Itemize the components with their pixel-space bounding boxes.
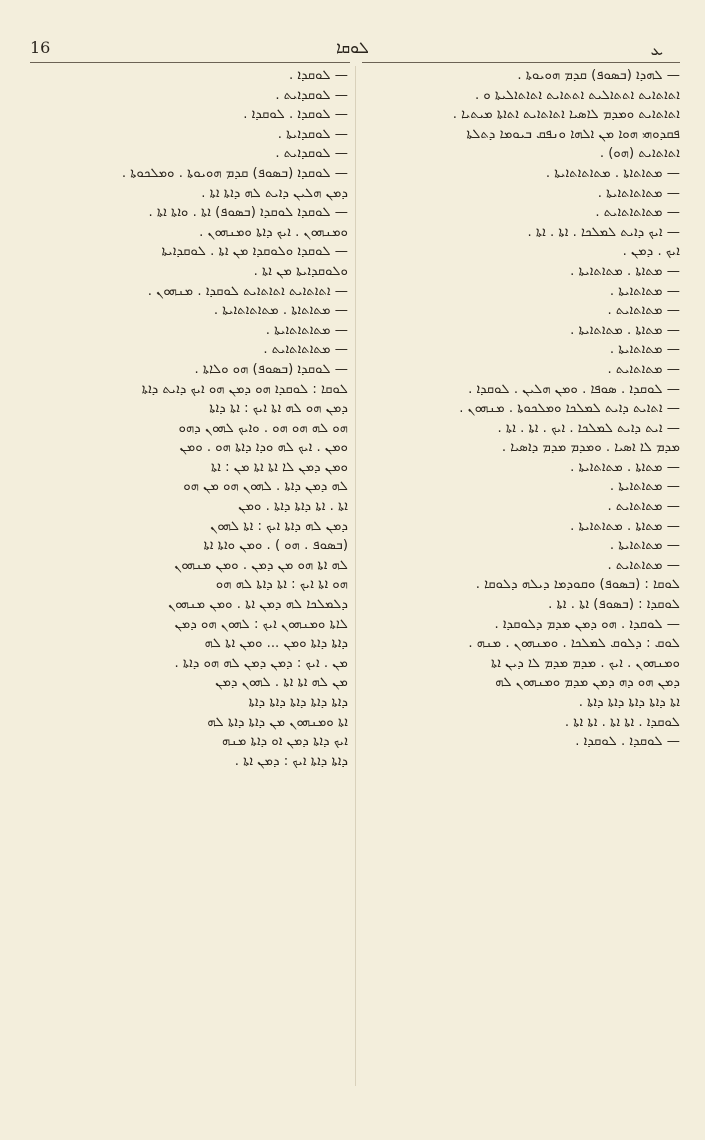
text-line: ܕܠܡܠܟܐ ܠܗ ܕܡܢ ܐܬܐ . ܘܡܢ ܡܢܗܘܢ bbox=[168, 597, 348, 613]
text-line: — ܡܬܐܬܐܬܐܝܬ . bbox=[263, 342, 348, 358]
text-line: — ܐܬܐܬܐܝܬ ܐܬܐܬܐܝܬ ܠܘܩܕܐ . ܡܢܗܘܢ . bbox=[147, 283, 348, 299]
text-line: — ܡܬܐܬܐܝܬ . bbox=[607, 361, 680, 377]
text-line: ܕܐܬܐ ܕܐܬܐ ܕܐܬܐ ܕܐܬܐ ܕܐܬܐ bbox=[248, 695, 348, 710]
text-line: — ܡܬܐܬܐܬܐܝܬܐ . bbox=[597, 185, 680, 201]
text-line: ܗܘ ܠܗ ܗܘ ܗܘ . ܘܐܝܟ ܠܗܘܢ ܕܗܘ bbox=[178, 420, 348, 436]
header-rule-left bbox=[30, 62, 350, 63]
text-line: — ܐܝܟ ܕܐܝܬ ܠܡܠܟܐ . ܐܬܐ . ܐܬܐ . bbox=[527, 224, 680, 240]
text-line: ܐܝܟ ܕܐܬܐ ܕܡܢ ܐܘ ܕܐܬܐ ܡܢܗ bbox=[221, 734, 348, 750]
left-text-column bbox=[30, 66, 348, 771]
text-line: ܘܡܢ . ܐܝܟ ܠܗ ܘܕܐ ܕܐܬܐ ܗܘ . ܘܡܢ bbox=[179, 440, 348, 456]
text-line: ܘܡܢܗܘܢ . ܐܝܟ ܕܐܬܐ ܘܡܢܗܘܢ . bbox=[199, 224, 348, 240]
text-line: ܘܠܘܩܕܐܝܬܐ ܡܢ ܐܬܐ . bbox=[253, 263, 348, 279]
text-line: ܠܘܩ : ܕܠܘܩ ܠܡܠܟܐ . ܘܡܢܗܘܢ . ܡܢܗ . bbox=[468, 636, 680, 652]
right-text-column bbox=[362, 66, 680, 752]
text-line: — ܡܬܐܬܐܝܬ . bbox=[607, 557, 680, 573]
text-line: ܡܕܡ ܠܐ ܐܣܝܐ . ܘܡܕܡ ܡܕܡ ܕܐܣܝܐ . bbox=[501, 440, 680, 456]
text-line: ܕܡܢ ܗܘ ܠܗ ܐܬܐ ܐܝܟ : ܐܬܐ ܕܐܬܐ bbox=[209, 401, 348, 417]
text-line: ܠܗ ܕܡܢ ܕܐܬܐ . ܠܗܘܢ ܗܘ ܡܢ ܗܘ bbox=[183, 479, 348, 495]
text-line: ܕܡܢ ܠܗ ܕܐܬܐ ܐܝܟ : ܐܬܐ ܠܗܘܢ bbox=[210, 518, 348, 534]
text-line: ܕܡܢ ܗܠܝܢ ܕܐܝܬ ܠܗ ܕܐܬܐ ܐܬܐ . bbox=[201, 185, 348, 201]
text-line: — ܠܘܩܕܐܝܬܐ . bbox=[277, 126, 348, 142]
text-line: (ܒܣܘܦ . ܗܘ ) . ܘܡܢ ܘܐܬܐ ܐܬܐ bbox=[203, 538, 348, 554]
text-line: ܠܘܩܕܐ : (ܒܣܘܦ) ܐܬܐ . ܐܬܐ . bbox=[548, 597, 680, 613]
text-line: ܗܘ ܐܬܐ ܐܝܟ : ܐܬܐ ܕܐܬܐ ܠܗ ܗܘ bbox=[215, 577, 348, 593]
text-line: ܡܢ . ܐܝܟ : ܕܡܢ ܕܡܢ ܠܗ ܗܘ ܕܐܬܐ . bbox=[174, 655, 348, 671]
text-line: ܕܡܢ ܗܘ ܕܗ ܕܡܢ ܡܕܡ ܘܡܢܗܘܢ ܠܗ bbox=[495, 675, 680, 691]
page-header bbox=[0, 38, 705, 62]
text-line: — ܡܬܐܬܐܬܐ . ܡܬܐܬܐܬܐܝܬܐ . bbox=[213, 303, 348, 319]
text-line: ܠܘܩܐ : (ܒܣܘܦ) ܘܩܘܕܡܐ ܕܝܠܗ ܕܠܘܩܐ . bbox=[475, 577, 680, 593]
text-line: ܡܢ ܠܗ ܐܬܐ ܐܬܐ . ܠܗܘܢ ܕܡܢ bbox=[215, 675, 348, 691]
text-line: — ܡܬܐܬܐܝܬܐ . bbox=[609, 538, 680, 554]
text-line: — ܡܬܐܬܐܝܬ . bbox=[607, 499, 680, 515]
text-line: — ܠܘܩܕܐ ܠܘܩܕܐ (ܒܣܘܦ) ܐܬܐ . ܘܐܬܐ ܐܬܐ . bbox=[148, 205, 348, 221]
text-line: — ܡܬܐܬܐܬܐܝܬ . bbox=[595, 205, 680, 221]
text-line: ܕܐܬܐ ܕܐܬܐ ܘܡܢ ... ܘܡܢ ܐܬܐ ܠܗ bbox=[204, 636, 348, 652]
text-line: — ܠܘܩܕܐ (ܒܣܘܦ) ܗܘ ܘܠܐܬܐ . bbox=[194, 361, 348, 377]
text-line: — ܠܘܩܕܐ . ܠܘܩܕܐ . bbox=[575, 734, 680, 750]
text-line: — ܠܘܩܕܐܝܬ . bbox=[275, 87, 348, 103]
text-line: — ܠܘܩܕܐ . ܣܘܦܐ . ܘܡܢ ܗܠܝܢ . ܠܘܩܕܐ . bbox=[468, 381, 680, 397]
text-line: ܕܐܬܐ ܕܐܬܐ ܐܝܟ : ܕܡܢ ܐܬܐ . bbox=[234, 753, 348, 769]
text-line: — ܠܗܕܐ (ܒܣܘܦ) ܩܕܡ ܗܘܝܘܬܐ . bbox=[517, 68, 680, 83]
text-line: — ܠܘܩܕܐ . ܠܘܩܕܐ . bbox=[243, 107, 348, 123]
text-line: — ܐܬܐܝܬ ܕܐܝܬ ܠܡܠܟܐ ܘܡܠܟܘܬܐ . ܡܢܗܘܢ . bbox=[459, 401, 680, 417]
left-page-number: 16 bbox=[30, 38, 51, 57]
text-line: — ܐܝܬ ܕܐܝܬ ܠܡܠܟܐ . ܐܝܟ . ܐܬܐ . ܐܬܐ . bbox=[497, 420, 680, 436]
text-line: ܐܝܟ . ܕܡܢ . bbox=[622, 244, 680, 260]
text-line: — ܡܬܐܬܐ . ܡܬܐܬܐܝܬܐ . bbox=[570, 263, 680, 279]
text-line: ܐܬܐܬܐܝܬ (ܗܘ) . bbox=[599, 146, 680, 162]
text-line: — ܠܘܩܕܐ (ܒܣܘܦ) ܩܕܡ ܗܘܝܘܬܐ . ܘܡܠܟܘܬܐ . bbox=[121, 165, 348, 181]
text-line: — ܠܘܩܕܐ . bbox=[289, 68, 348, 83]
text-line: ܐܬܐܬܐܝܬ ܘܡܕܡ ܠܐܣܝܐ ܐܬܐܬܐܝܬ ܐܬܐܬܐ ܡܝܬܝܐ . bbox=[452, 107, 680, 123]
text-line: — ܡܬܐܬܐܝܬ . bbox=[607, 303, 680, 319]
text-line: — ܡܬܐܬܐ . ܡܬܐܬܐܝܬܐ . bbox=[570, 518, 680, 534]
text-line: ܐܬܐ ܘܡܢܗܘܢ ܡܢ ܕܐܬܐ ܕܐܬܐ ܠܗ bbox=[207, 714, 348, 730]
text-line: — ܡܬܐܬܐ . ܡܬܐܬܐܝܬܐ . bbox=[570, 322, 680, 338]
text-line: ܘܡܢܗܘܢ . ܐܝܟ . ܡܕܡ ܡܕܡ ܠܐ ܕܝܢ ܐܬܐ bbox=[490, 655, 680, 671]
text-line: — ܡܬܐܬܐܝܬܐ . bbox=[609, 479, 680, 495]
text-line: — ܠܘܩܕܐ ܘܠܘܩܕܐ ܡܢ ܐܬܐ . ܠܘܩܕܐܝܬܐ bbox=[161, 244, 348, 260]
text-line: ܠܘܩܐ : ܠܘܩܕܐ ܗܘ ܕܡܢ ܗܘ ܐܝܟ ܕܐܝܬ ܕܐܬܐ bbox=[141, 381, 348, 397]
text-line: ܐܬܐ . ܐܬܐ ܕܐܬܐ ܕܐܬܐ . ܘܡܢ bbox=[238, 499, 348, 515]
text-line: — ܡܬܐܬܐܝܬܐ . bbox=[609, 283, 680, 299]
running-head: ܠܘܩܐ bbox=[336, 38, 369, 57]
text-line: — ܡܬܐܬܐܝܬܐ . bbox=[609, 342, 680, 358]
text-line: ܠܘܩܕܐ . ܐܬܐ ܐܬܐ . ܐܬܐ ܐܬܐ . bbox=[564, 714, 680, 730]
right-page-number: ܥ bbox=[650, 40, 663, 59]
text-line: ܘܡܢ ܕܡܢ ܠܐ ܐܬܐ ܐܬܐ ܡܢ : ܐܬܐ bbox=[210, 459, 348, 475]
text-line: — ܡܬܐܬܐ . ܡܬܐܬܐܝܬܐ . bbox=[570, 459, 680, 475]
text-line: — ܡܬܐܬܐܬܐ . ܡܬܐܬܐܬܐܝܬܐ . bbox=[545, 165, 680, 181]
text-line: ܠܗ ܐܬܐ ܗܘ ܡܢ ܕܡܢ . ܘܡܢ ܡܢܗܘܢ bbox=[174, 557, 348, 573]
text-line: — ܡܬܐܬܐܬܐܝܬܐ . bbox=[265, 322, 348, 338]
text-line: ܦܩܕܘܗܝ ܗܘܐ ܡܢ ܐܠܗܐ ܘܢܦܩ ܒܝܘܡܐ ܕܬܠܬܐ bbox=[466, 126, 680, 142]
text-line: ܐܬܐܬܐܝܬ ܐܬܬܐܠܝܬ ܐܬܬܐܝܬ ܐܬܐܬܐܠܝܬܐ ܘ . bbox=[474, 87, 680, 103]
header-rule-right bbox=[362, 62, 680, 63]
text-line: — ܠܘܩܕܐܝܬ . bbox=[275, 146, 348, 162]
text-line: ܠܐܬܐ ܘܡܢܗܘܢ ܐܝܟ : ܠܗܘܢ ܗܘ ܕܡܢ bbox=[174, 616, 348, 632]
text-line: — ܠܘܩܕܐ . ܗܘ ܕܡܢ ܡܕܡ ܕܠܘܩܕܐ . bbox=[494, 616, 680, 632]
text-line: ܐܬܐ ܕܐܬܐ ܕܐܬܐ ܕܐܬܐ ܕܐܬܐ . bbox=[578, 695, 680, 710]
column-divider bbox=[355, 66, 356, 1086]
